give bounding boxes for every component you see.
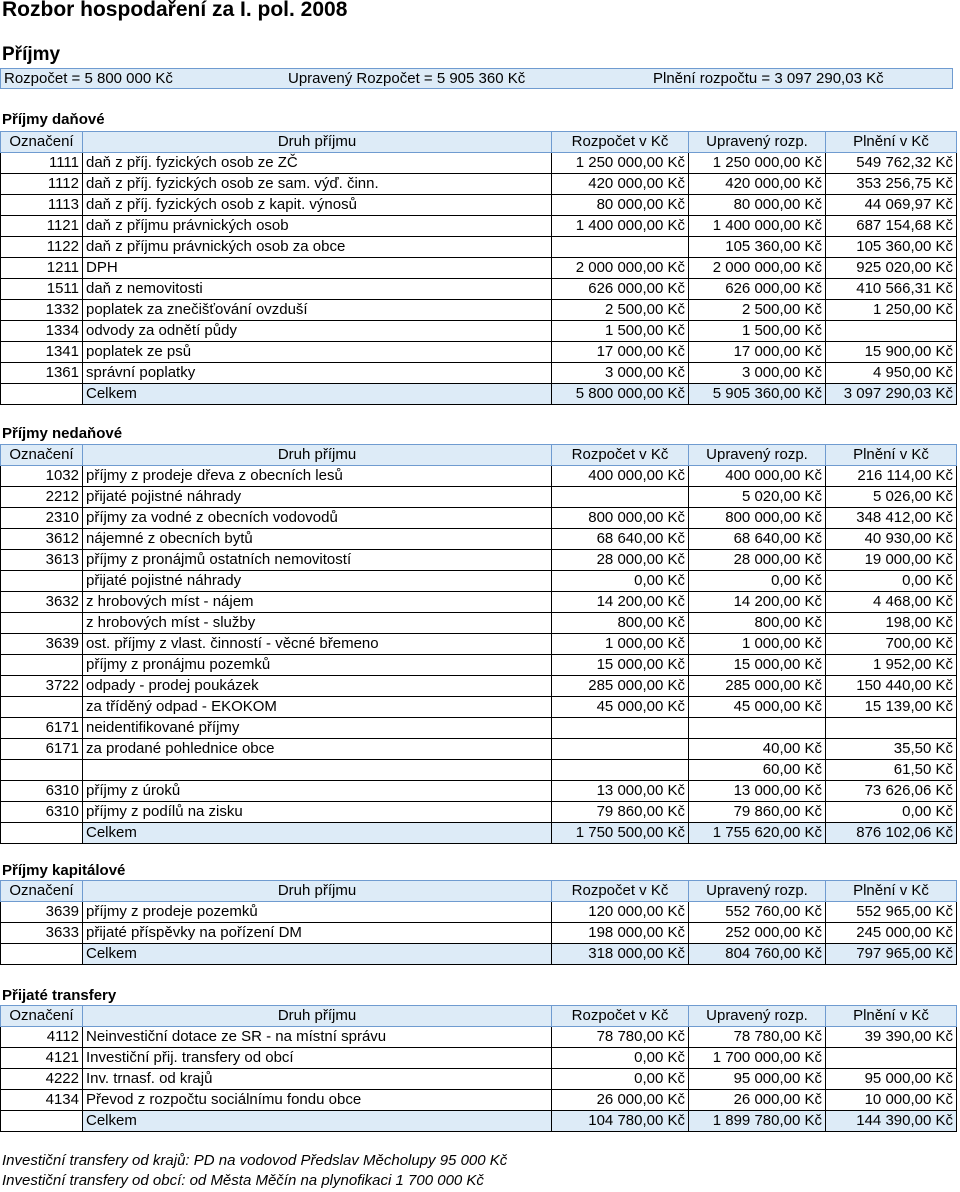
- income-type-cell: odpady - prodej poukázek: [83, 676, 552, 697]
- adjusted-budget-cell: 2 500,00 Kč: [689, 300, 826, 321]
- table-row: [1, 781, 957, 802]
- adjusted-budget-cell: 800 000,00 Kč: [689, 508, 826, 529]
- budget-cell: [552, 718, 689, 739]
- section-title: Přijaté transfery: [2, 987, 117, 1004]
- budget-cell: 78 780,00 Kč: [552, 1027, 689, 1048]
- total-code-cell: [1, 944, 83, 965]
- budget-cell: 0,00 Kč: [552, 571, 689, 592]
- adjusted-budget-cell: 40,00 Kč: [689, 739, 826, 760]
- adjusted-budget-cell: 800,00 Kč: [689, 613, 826, 634]
- budget-summary-bar: [0, 68, 953, 89]
- total-adjusted-cell: 5 905 360,00 Kč: [689, 384, 826, 405]
- table-row: [1, 718, 957, 739]
- fulfilment-cell: 35,50 Kč: [826, 739, 957, 760]
- income-table: [0, 444, 957, 844]
- budget-cell: 1 000,00 Kč: [552, 634, 689, 655]
- table-row: [1, 216, 957, 237]
- column-header: Rozpočet v Kč: [552, 132, 689, 153]
- code-cell: [1, 571, 83, 592]
- adjusted-budget-cell: 45 000,00 Kč: [689, 697, 826, 718]
- income-type-cell: příjmy za vodné z obecních vodovodů: [83, 508, 552, 529]
- code-cell: 6310: [1, 802, 83, 823]
- budget-cell: 2 000 000,00 Kč: [552, 258, 689, 279]
- code-cell: 3612: [1, 529, 83, 550]
- adjusted-budget-cell: 80 000,00 Kč: [689, 195, 826, 216]
- income-type-cell: daň z příj. fyzických osob z kapit. výnosů: [83, 195, 552, 216]
- income-type-cell: poplatek za znečišťování ovzduší: [83, 300, 552, 321]
- income-type-cell: příjmy z prodeje pozemků: [83, 902, 552, 923]
- adjusted-budget-cell: 552 760,00 Kč: [689, 902, 826, 923]
- code-cell: 3632: [1, 592, 83, 613]
- code-cell: 1032: [1, 466, 83, 487]
- adjusted-budget-cell: 1 500,00 Kč: [689, 321, 826, 342]
- income-type-cell: za prodané pohlednice obce: [83, 739, 552, 760]
- total-code-cell: [1, 1111, 83, 1132]
- income-type-cell: daň z příj. fyzických osob ze ZČ: [83, 153, 552, 174]
- total-fulfilment-cell: 797 965,00 Kč: [826, 944, 957, 965]
- fulfilment-cell: 105 360,00 Kč: [826, 237, 957, 258]
- fulfilment-cell: 700,00 Kč: [826, 634, 957, 655]
- table-row: [1, 676, 957, 697]
- adjusted-budget-cell: 1 250 000,00 Kč: [689, 153, 826, 174]
- total-adjusted-cell: 1 899 780,00 Kč: [689, 1111, 826, 1132]
- adjusted-budget-cell: 3 000,00 Kč: [689, 363, 826, 384]
- income-type-cell: nájemné z obecních bytů: [83, 529, 552, 550]
- income-type-cell: příjmy z prodeje dřeva z obecních lesů: [83, 466, 552, 487]
- column-header: Druh příjmu: [83, 445, 552, 466]
- code-cell: 3633: [1, 923, 83, 944]
- income-type-cell: příjmy z pronájmu pozemků: [83, 655, 552, 676]
- table-row: [1, 1048, 957, 1069]
- fulfilment-cell: 73 626,06 Kč: [826, 781, 957, 802]
- budget-cell: 400 000,00 Kč: [552, 466, 689, 487]
- income-type-cell: správní poplatky: [83, 363, 552, 384]
- budget-cell: 79 860,00 Kč: [552, 802, 689, 823]
- section-title: Příjmy nedaňové: [2, 425, 123, 442]
- column-header: Upravený rozp.: [689, 1006, 826, 1027]
- budget-total: Rozpočet = 5 800 000 Kč: [4, 70, 173, 87]
- budget-fulfilment-total: Plnění rozpočtu = 3 097 290,03 Kč: [653, 70, 884, 87]
- table-row: [1, 613, 957, 634]
- column-header: Plnění v Kč: [826, 1006, 957, 1027]
- budget-cell: 0,00 Kč: [552, 1048, 689, 1069]
- code-cell: 1113: [1, 195, 83, 216]
- code-cell: 1112: [1, 174, 83, 195]
- section-title: Příjmy daňové: [2, 111, 105, 128]
- code-cell: [1, 760, 83, 781]
- adjusted-budget-cell: 60,00 Kč: [689, 760, 826, 781]
- column-header: Upravený rozp.: [689, 132, 826, 153]
- fulfilment-cell: 61,50 Kč: [826, 760, 957, 781]
- code-cell: 3613: [1, 550, 83, 571]
- code-cell: [1, 655, 83, 676]
- table-row: [1, 697, 957, 718]
- total-code-cell: [1, 384, 83, 405]
- income-type-cell: Investiční přij. transfery od obcí: [83, 1048, 552, 1069]
- table-row: [1, 571, 957, 592]
- table-header-row: [1, 881, 957, 902]
- budget-cell: [552, 739, 689, 760]
- table-row: [1, 655, 957, 676]
- adjusted-budget-cell: 626 000,00 Kč: [689, 279, 826, 300]
- code-cell: 1511: [1, 279, 83, 300]
- budget-cell: 17 000,00 Kč: [552, 342, 689, 363]
- adjusted-budget-cell: 14 200,00 Kč: [689, 592, 826, 613]
- fulfilment-cell: 245 000,00 Kč: [826, 923, 957, 944]
- column-header: Upravený rozp.: [689, 881, 826, 902]
- code-cell: 1121: [1, 216, 83, 237]
- column-header: Rozpočet v Kč: [552, 445, 689, 466]
- table-row: [1, 279, 957, 300]
- fulfilment-cell: 353 256,75 Kč: [826, 174, 957, 195]
- table-row: [1, 363, 957, 384]
- adjusted-budget-cell: 5 020,00 Kč: [689, 487, 826, 508]
- income-type-cell: za tříděný odpad - EKOKOM: [83, 697, 552, 718]
- code-cell: 1111: [1, 153, 83, 174]
- column-header: Plnění v Kč: [826, 881, 957, 902]
- adjusted-budget-cell: 68 640,00 Kč: [689, 529, 826, 550]
- table-row: [1, 466, 957, 487]
- table-row: [1, 487, 957, 508]
- fulfilment-cell: 15 139,00 Kč: [826, 697, 957, 718]
- budget-cell: 26 000,00 Kč: [552, 1090, 689, 1111]
- column-header: Označení: [1, 881, 83, 902]
- budget-cell: 3 000,00 Kč: [552, 363, 689, 384]
- code-cell: 4112: [1, 1027, 83, 1048]
- total-fulfilment-cell: 3 097 290,03 Kč: [826, 384, 957, 405]
- code-cell: 2310: [1, 508, 83, 529]
- budget-cell: 120 000,00 Kč: [552, 902, 689, 923]
- code-cell: 6171: [1, 739, 83, 760]
- income-type-cell: z hrobových míst - služby: [83, 613, 552, 634]
- code-cell: 3722: [1, 676, 83, 697]
- table-row: [1, 342, 957, 363]
- table-row: [1, 739, 957, 760]
- table-row: [1, 802, 957, 823]
- table-row: [1, 153, 957, 174]
- income-type-cell: neidentifikované příjmy: [83, 718, 552, 739]
- fulfilment-cell: 925 020,00 Kč: [826, 258, 957, 279]
- budget-cell: 80 000,00 Kč: [552, 195, 689, 216]
- income-type-cell: z hrobových míst - nájem: [83, 592, 552, 613]
- fulfilment-cell: 216 114,00 Kč: [826, 466, 957, 487]
- table-row: [1, 258, 957, 279]
- income-table: [0, 131, 957, 405]
- code-cell: 4222: [1, 1069, 83, 1090]
- column-header: Rozpočet v Kč: [552, 881, 689, 902]
- code-cell: 4121: [1, 1048, 83, 1069]
- fulfilment-cell: 0,00 Kč: [826, 571, 957, 592]
- fulfilment-cell: 0,00 Kč: [826, 802, 957, 823]
- adjusted-budget-cell: [689, 718, 826, 739]
- budget-cell: 68 640,00 Kč: [552, 529, 689, 550]
- total-adjusted-cell: 804 760,00 Kč: [689, 944, 826, 965]
- income-type-cell: ost. příjmy z vlast. činností - věcné břemeno: [83, 634, 552, 655]
- total-code-cell: [1, 823, 83, 844]
- code-cell: [1, 613, 83, 634]
- budget-cell: [552, 760, 689, 781]
- total-fulfilment-cell: 876 102,06 Kč: [826, 823, 957, 844]
- income-type-cell: odvody za odnětí půdy: [83, 321, 552, 342]
- column-header: Označení: [1, 132, 83, 153]
- budget-cell: 198 000,00 Kč: [552, 923, 689, 944]
- fulfilment-cell: 39 390,00 Kč: [826, 1027, 957, 1048]
- adjusted-budget-total: Upravený Rozpočet = 5 905 360 Kč: [288, 70, 526, 87]
- adjusted-budget-cell: 252 000,00 Kč: [689, 923, 826, 944]
- code-cell: 1334: [1, 321, 83, 342]
- adjusted-budget-cell: 105 360,00 Kč: [689, 237, 826, 258]
- column-header: Plnění v Kč: [826, 445, 957, 466]
- adjusted-budget-cell: 420 000,00 Kč: [689, 174, 826, 195]
- fulfilment-cell: 150 440,00 Kč: [826, 676, 957, 697]
- note-regional-transfers: Investiční transfery od krajů: PD na vodovod Předslav Měcholupy 95 000 Kč: [2, 1152, 508, 1169]
- total-label: Celkem: [83, 1111, 552, 1132]
- table-header-row: [1, 1006, 957, 1027]
- income-type-cell: daň z příj. fyzických osob ze sam. výď. činn.: [83, 174, 552, 195]
- total-budget-cell: 104 780,00 Kč: [552, 1111, 689, 1132]
- fulfilment-cell: 410 566,31 Kč: [826, 279, 957, 300]
- table-row: [1, 1090, 957, 1111]
- code-cell: 6310: [1, 781, 83, 802]
- fulfilment-cell: 1 250,00 Kč: [826, 300, 957, 321]
- budget-cell: 0,00 Kč: [552, 1069, 689, 1090]
- income-table: [0, 880, 957, 965]
- total-budget-cell: 318 000,00 Kč: [552, 944, 689, 965]
- fulfilment-cell: 4 950,00 Kč: [826, 363, 957, 384]
- adjusted-budget-cell: 1 000,00 Kč: [689, 634, 826, 655]
- code-cell: [1, 697, 83, 718]
- code-cell: 3639: [1, 902, 83, 923]
- table-row: [1, 195, 957, 216]
- adjusted-budget-cell: 13 000,00 Kč: [689, 781, 826, 802]
- code-cell: 1211: [1, 258, 83, 279]
- table-row: [1, 174, 957, 195]
- budget-cell: 2 500,00 Kč: [552, 300, 689, 321]
- total-row: [1, 823, 957, 844]
- budget-cell: 14 200,00 Kč: [552, 592, 689, 613]
- fulfilment-cell: [826, 718, 957, 739]
- budget-cell: 15 000,00 Kč: [552, 655, 689, 676]
- code-cell: 3639: [1, 634, 83, 655]
- code-cell: 6171: [1, 718, 83, 739]
- table-row: [1, 634, 957, 655]
- table-row: [1, 300, 957, 321]
- column-header: Rozpočet v Kč: [552, 1006, 689, 1027]
- table-row: [1, 321, 957, 342]
- fulfilment-cell: 687 154,68 Kč: [826, 216, 957, 237]
- column-header: Označení: [1, 1006, 83, 1027]
- adjusted-budget-cell: 2 000 000,00 Kč: [689, 258, 826, 279]
- income-type-cell: DPH: [83, 258, 552, 279]
- total-budget-cell: 5 800 000,00 Kč: [552, 384, 689, 405]
- table-header-row: [1, 132, 957, 153]
- table-row: [1, 902, 957, 923]
- adjusted-budget-cell: 400 000,00 Kč: [689, 466, 826, 487]
- fulfilment-cell: 44 069,97 Kč: [826, 195, 957, 216]
- table-row: [1, 592, 957, 613]
- code-cell: 2212: [1, 487, 83, 508]
- table-row: [1, 1069, 957, 1090]
- table-row: [1, 760, 957, 781]
- income-type-cell: Převod z rozpočtu sociálnímu fondu obce: [83, 1090, 552, 1111]
- section-title: Příjmy kapitálové: [2, 862, 126, 879]
- fulfilment-cell: 40 930,00 Kč: [826, 529, 957, 550]
- code-cell: 1122: [1, 237, 83, 258]
- code-cell: 1341: [1, 342, 83, 363]
- fulfilment-cell: 15 900,00 Kč: [826, 342, 957, 363]
- income-type-cell: přijaté pojistné náhrady: [83, 571, 552, 592]
- total-fulfilment-cell: 144 390,00 Kč: [826, 1111, 957, 1132]
- table-row: [1, 1027, 957, 1048]
- income-heading: Příjmy: [2, 44, 61, 65]
- budget-cell: 1 250 000,00 Kč: [552, 153, 689, 174]
- total-label: Celkem: [83, 384, 552, 405]
- total-budget-cell: 1 750 500,00 Kč: [552, 823, 689, 844]
- income-type-cell: daň z nemovitosti: [83, 279, 552, 300]
- fulfilment-cell: 5 026,00 Kč: [826, 487, 957, 508]
- income-type-cell: daň z příjmu právnických osob za obce: [83, 237, 552, 258]
- income-type-cell: Inv. trnasf. od krajů: [83, 1069, 552, 1090]
- income-type-cell: poplatek ze psů: [83, 342, 552, 363]
- adjusted-budget-cell: 78 780,00 Kč: [689, 1027, 826, 1048]
- fulfilment-cell: 549 762,32 Kč: [826, 153, 957, 174]
- code-cell: 1361: [1, 363, 83, 384]
- adjusted-budget-cell: 17 000,00 Kč: [689, 342, 826, 363]
- total-row: [1, 1111, 957, 1132]
- fulfilment-cell: 348 412,00 Kč: [826, 508, 957, 529]
- adjusted-budget-cell: 26 000,00 Kč: [689, 1090, 826, 1111]
- table-row: [1, 529, 957, 550]
- income-type-cell: [83, 760, 552, 781]
- table-row: [1, 923, 957, 944]
- total-adjusted-cell: 1 755 620,00 Kč: [689, 823, 826, 844]
- note-municipal-transfers: Investiční transfery od obcí: od Města Měčín na plynofikaci 1 700 000 Kč: [2, 1172, 484, 1189]
- budget-cell: 1 400 000,00 Kč: [552, 216, 689, 237]
- adjusted-budget-cell: 28 000,00 Kč: [689, 550, 826, 571]
- fulfilment-cell: [826, 321, 957, 342]
- budget-cell: [552, 487, 689, 508]
- total-label: Celkem: [83, 944, 552, 965]
- fulfilment-cell: 95 000,00 Kč: [826, 1069, 957, 1090]
- budget-cell: 800 000,00 Kč: [552, 508, 689, 529]
- adjusted-budget-cell: 285 000,00 Kč: [689, 676, 826, 697]
- fulfilment-cell: 552 965,00 Kč: [826, 902, 957, 923]
- budget-cell: 420 000,00 Kč: [552, 174, 689, 195]
- column-header: Plnění v Kč: [826, 132, 957, 153]
- budget-cell: 45 000,00 Kč: [552, 697, 689, 718]
- fulfilment-cell: 19 000,00 Kč: [826, 550, 957, 571]
- income-type-cell: Neinvestiční dotace ze SR - na místní správu: [83, 1027, 552, 1048]
- fulfilment-cell: 10 000,00 Kč: [826, 1090, 957, 1111]
- budget-cell: [552, 237, 689, 258]
- column-header: Druh příjmu: [83, 881, 552, 902]
- adjusted-budget-cell: 1 400 000,00 Kč: [689, 216, 826, 237]
- fulfilment-cell: 4 468,00 Kč: [826, 592, 957, 613]
- total-label: Celkem: [83, 823, 552, 844]
- income-type-cell: příjmy z pronájmů ostatních nemovitostí: [83, 550, 552, 571]
- adjusted-budget-cell: 79 860,00 Kč: [689, 802, 826, 823]
- table-row: [1, 237, 957, 258]
- income-type-cell: příjmy z úroků: [83, 781, 552, 802]
- income-type-cell: příjmy z podílů na zisku: [83, 802, 552, 823]
- adjusted-budget-cell: 95 000,00 Kč: [689, 1069, 826, 1090]
- table-row: [1, 508, 957, 529]
- column-header: Druh příjmu: [83, 132, 552, 153]
- budget-cell: 13 000,00 Kč: [552, 781, 689, 802]
- income-type-cell: přijaté pojistné náhrady: [83, 487, 552, 508]
- budget-cell: 28 000,00 Kč: [552, 550, 689, 571]
- income-type-cell: daň z příjmu právnických osob: [83, 216, 552, 237]
- column-header: Druh příjmu: [83, 1006, 552, 1027]
- column-header: Upravený rozp.: [689, 445, 826, 466]
- column-header: Označení: [1, 445, 83, 466]
- budget-cell: 285 000,00 Kč: [552, 676, 689, 697]
- budget-cell: 800,00 Kč: [552, 613, 689, 634]
- page-title: Rozbor hospodaření za I. pol. 2008: [2, 0, 348, 21]
- income-type-cell: přijaté příspěvky na pořízení DM: [83, 923, 552, 944]
- adjusted-budget-cell: 0,00 Kč: [689, 571, 826, 592]
- fulfilment-cell: 1 952,00 Kč: [826, 655, 957, 676]
- budget-cell: 626 000,00 Kč: [552, 279, 689, 300]
- total-row: [1, 944, 957, 965]
- table-header-row: [1, 445, 957, 466]
- fulfilment-cell: [826, 1048, 957, 1069]
- table-row: [1, 550, 957, 571]
- income-table: [0, 1005, 957, 1132]
- code-cell: 1332: [1, 300, 83, 321]
- budget-cell: 1 500,00 Kč: [552, 321, 689, 342]
- adjusted-budget-cell: 15 000,00 Kč: [689, 655, 826, 676]
- fulfilment-cell: 198,00 Kč: [826, 613, 957, 634]
- total-row: [1, 384, 957, 405]
- adjusted-budget-cell: 1 700 000,00 Kč: [689, 1048, 826, 1069]
- code-cell: 4134: [1, 1090, 83, 1111]
